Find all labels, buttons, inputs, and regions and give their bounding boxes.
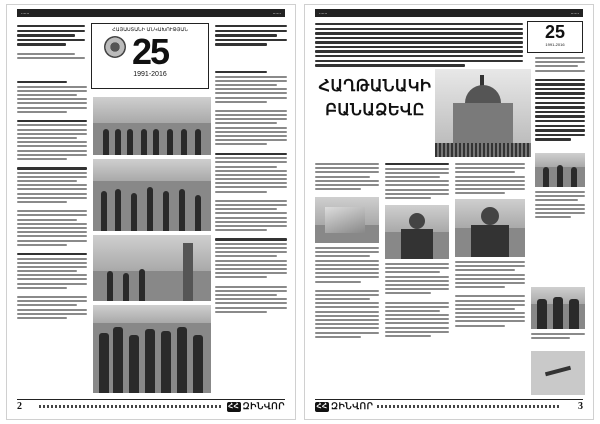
photo-officials <box>93 159 211 231</box>
photo-flag <box>315 197 379 243</box>
body-column-3b <box>455 261 525 329</box>
photo-memorial <box>93 235 211 301</box>
newspaper-spread <box>6 4 594 420</box>
article-column-1 <box>17 81 87 321</box>
runhead-text-right: ...... <box>272 10 281 16</box>
article-column-right-2 <box>535 191 585 220</box>
photo-officers-group <box>531 287 585 329</box>
anniversary-emblem <box>91 23 209 89</box>
photo-officer-2 <box>455 199 525 257</box>
emblem-years: 1991-2016 <box>545 42 565 47</box>
page-footer-right <box>315 399 583 413</box>
photo-caption-text <box>531 333 585 341</box>
photo-cathedral <box>435 69 531 157</box>
running-head-right <box>315 9 583 17</box>
article-headline <box>315 75 435 123</box>
headline-line-2: ԲԱՆԱՁԵՎԸ <box>325 102 425 119</box>
emblem-star-icon <box>104 36 126 58</box>
page-number: 3 <box>578 401 583 412</box>
runhead-text-right: ...... <box>570 10 579 16</box>
article-column-3 <box>215 71 287 315</box>
photo-officer-1 <box>385 205 449 259</box>
body-column-3 <box>455 163 525 197</box>
emblem-number: 25 <box>131 31 169 72</box>
page-right <box>304 4 594 420</box>
body-column-2 <box>385 163 449 201</box>
lead-paragraph <box>315 23 523 69</box>
photo-parade-1 <box>93 97 211 155</box>
runhead-text: ...... <box>319 10 328 16</box>
logo-badge: ՀՀ <box>316 402 328 410</box>
photo-jet <box>531 351 585 395</box>
emblem-years: 1991-2016 <box>133 71 167 78</box>
photo-crowd <box>93 305 211 393</box>
body-column-1 <box>315 163 379 192</box>
intro-text-left <box>17 25 85 61</box>
page-footer-left <box>17 399 285 413</box>
emblem-caption: ՀԱՅԱՍՏԱՆԻ ԱՆԿԱԽՈՒԹՅԱՆ <box>112 27 188 33</box>
running-head-left <box>17 9 285 17</box>
intro-text-right <box>215 25 287 48</box>
headline-line-1: ՀԱՂԹԱՆԱԿԻ <box>318 78 432 95</box>
logo-text: ԶԻՆՎՈՐ <box>242 401 285 411</box>
body-column-2b <box>385 263 449 339</box>
newspaper-logo <box>315 401 373 412</box>
body-column-1b <box>315 247 379 340</box>
emblem-number: 25 <box>544 22 566 42</box>
photo-soldiers-small <box>535 153 585 187</box>
anniversary-emblem-small <box>527 21 583 53</box>
runhead-text: ...... <box>21 10 30 16</box>
newspaper-logo <box>227 401 285 412</box>
page-left <box>6 4 296 420</box>
page-number: 2 <box>17 401 22 412</box>
logo-text: ԶԻՆՎՈՐ <box>331 401 374 411</box>
article-column-right <box>535 57 585 143</box>
logo-badge: ՀՀ <box>228 402 240 410</box>
